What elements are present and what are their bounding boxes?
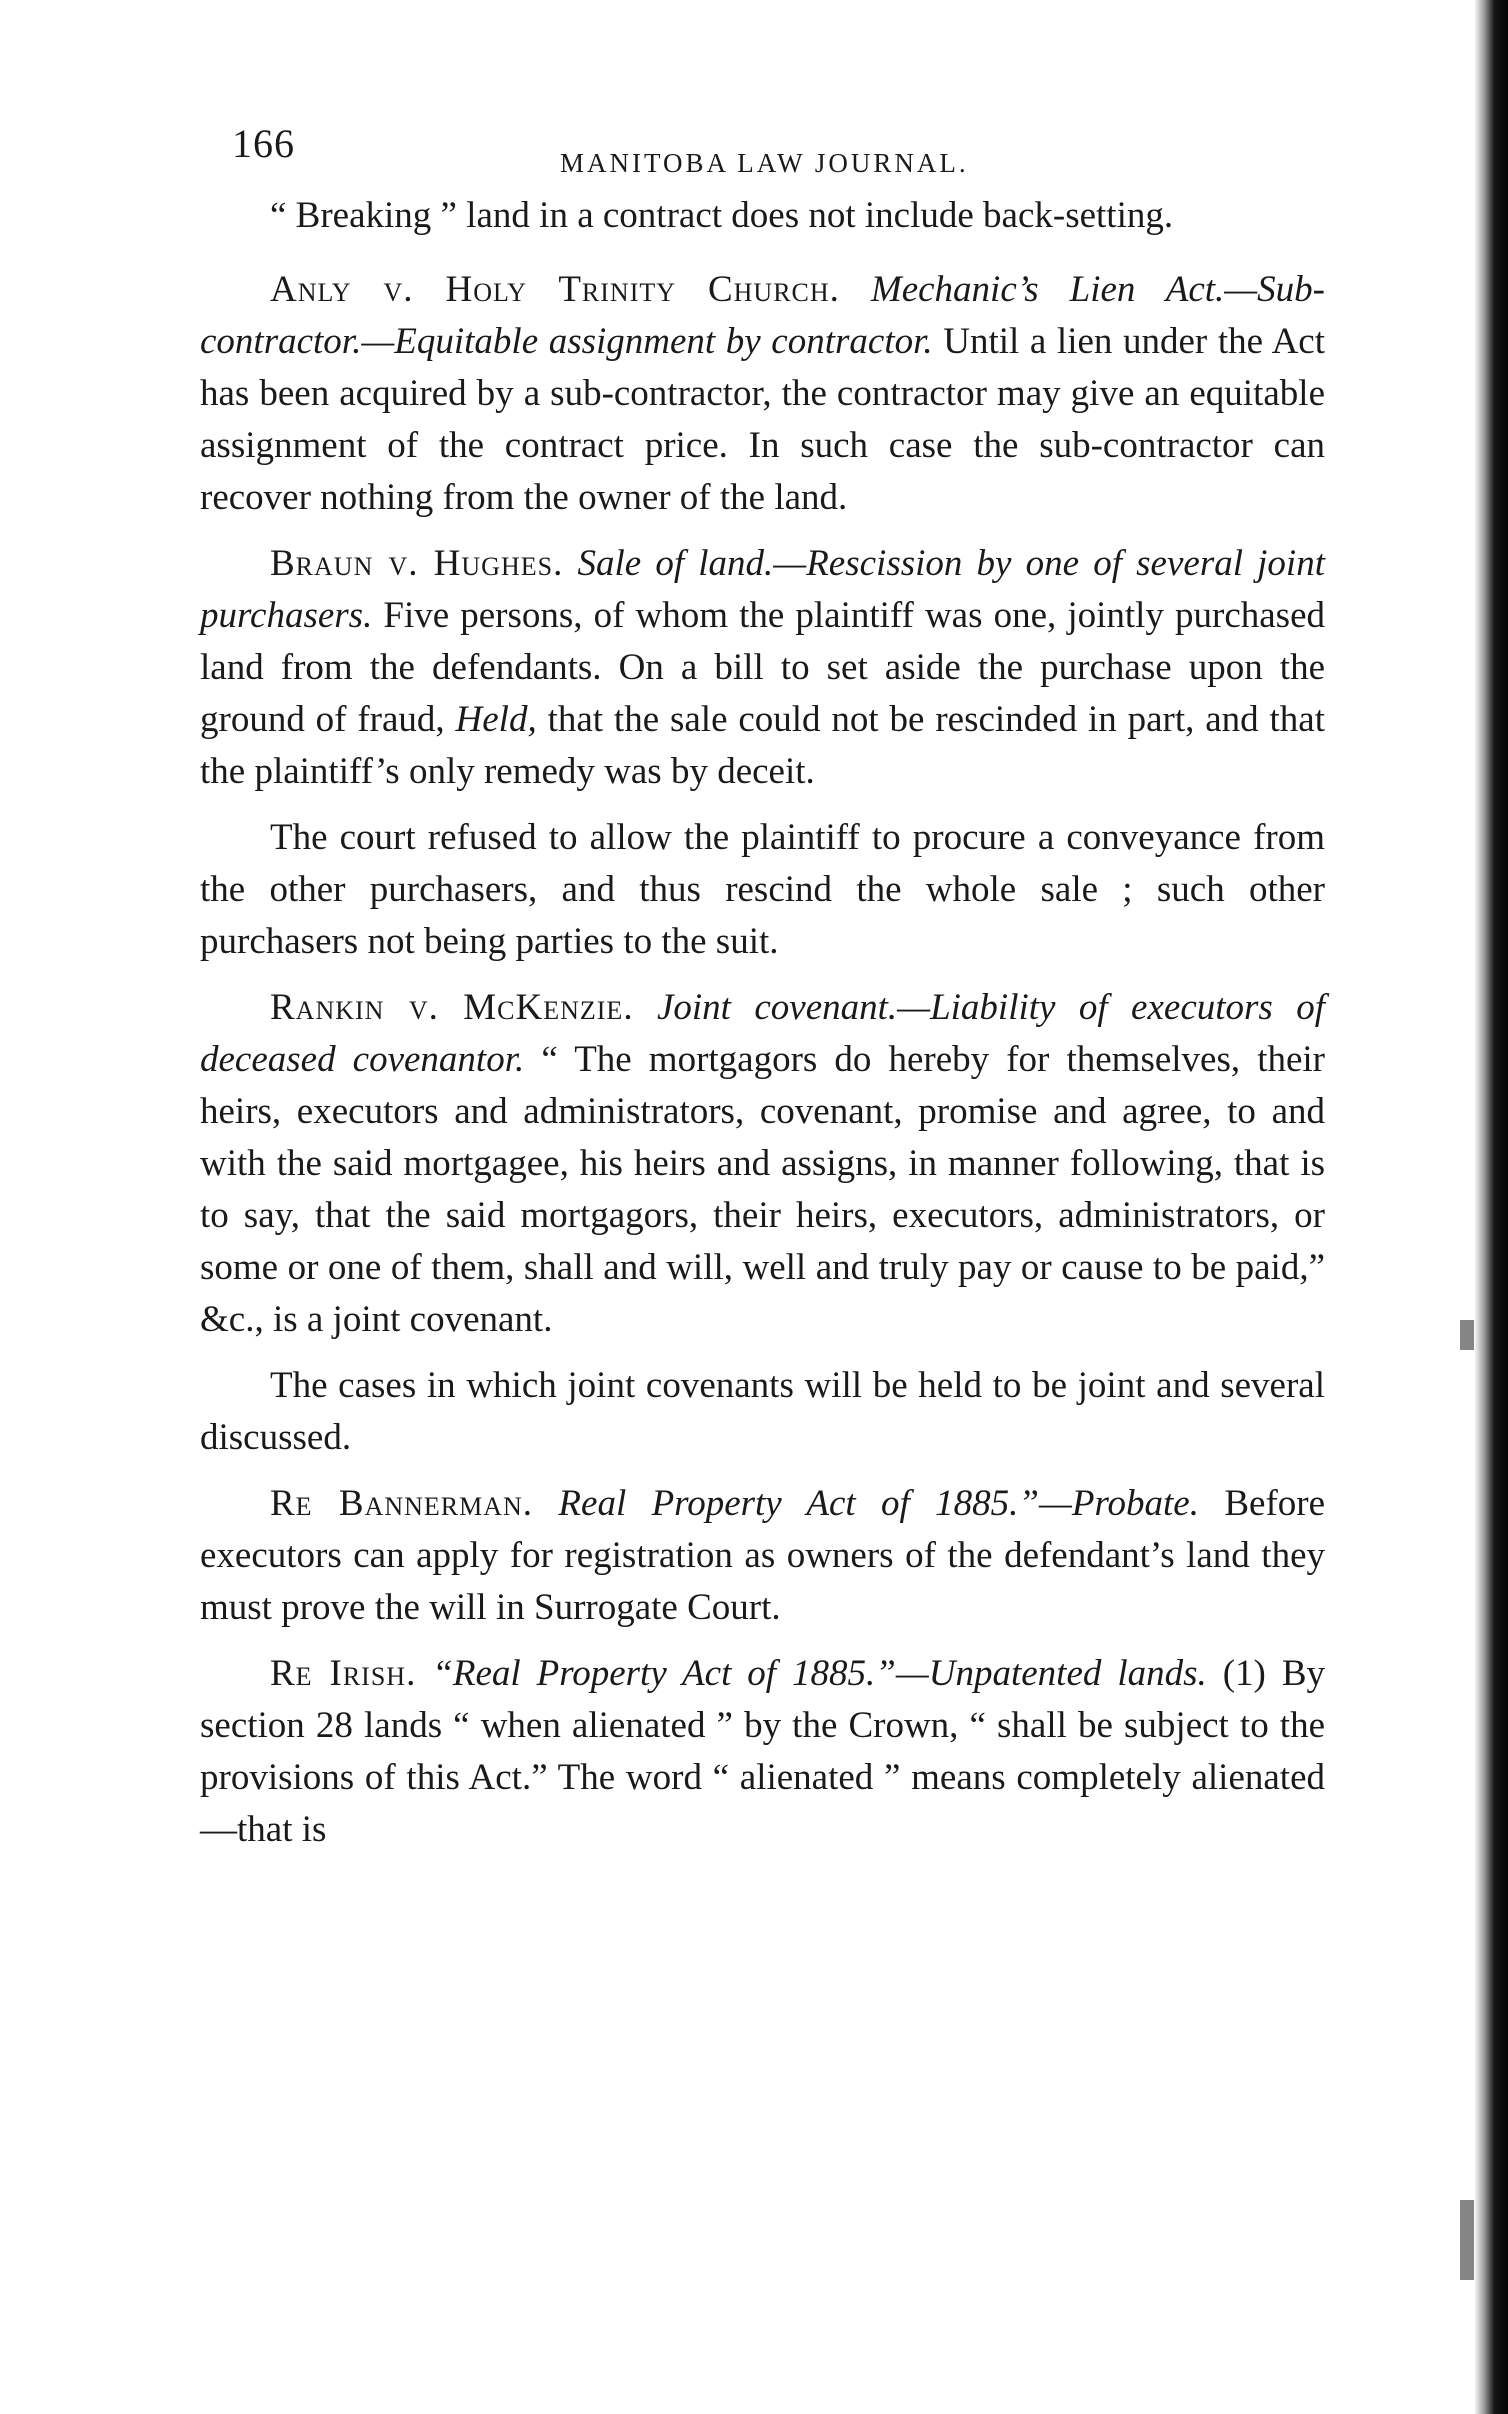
case-topic: Sale of land.—Rescission by one of several joint purchasers. [200,543,1325,636]
case-text: (1) By section 28 lands “ when alienated ” by the Crown, “ shall be subject to the provisions of this Act.” The word “ alienated ” means completely alienated—that is [200,1653,1325,1850]
case-text: Before executors can apply for registration as owners of the defendant’s land they must prove the will in Surrogate Court. [200,1483,1326,1628]
running-head [200,110,1325,190]
case-text: “ The mortgagors do hereby for themselves, their heirs, executors and administrators, covenant, promise and agree, to and with the said mortgagee, his heirs and assigns, in manner following, that is to say, that the said mortgagors, their heirs, executors, administrators, or some or one of them, shall and will, well and truly pay or cause to be paid,” &c., is a joint covenant. [200,1039,1325,1340]
paragraph-court-refused [200,812,1325,968]
paragraph-breaking [200,190,1325,242]
case-name: Braun v. Hughes. [270,543,564,584]
paragraph-text: The cases in which joint covenants will be held to be joint and several discussed. [200,1365,1325,1458]
case-entry-braun [200,538,1325,798]
page-edge-shadow [1474,0,1508,2414]
case-topic: Mechanic’s Lien Act.—Sub-contractor.—Equitable assignment by contractor. [200,269,1325,362]
paragraph-joint-covenants [200,1360,1325,1464]
case-topic: Real Property Act of 1885.”—Probate. [558,1483,1199,1524]
case-name: Re Bannerman. [270,1483,534,1524]
case-entry-bannerman [200,1478,1325,1634]
case-text: Five persons, of whom the plaintiff was one, jointly purchased land from the defendants. On a bill to set aside the purchase upon the ground of fraud, [200,595,1325,740]
case-topic: Joint covenant.—Liability of executors of deceased covenantor. [200,987,1326,1080]
page-edge-speck [1460,2200,1474,2280]
case-entry-irish [200,1648,1325,1856]
case-text: Until a lien under the Act has been acquired by a sub-contractor, the contractor may give an equitable assignment of the contract price. In such case the sub-contractor can recover nothing from the owner of the land. [200,321,1326,518]
page-number: 166 [232,121,295,166]
page-edge-speck [1460,1320,1474,1350]
case-entry-anly [200,264,1325,524]
paragraph-text: “ Breaking ” land in a contract does not include back-setting. [270,195,1174,236]
case-topic: “Real Property Act of 1885.”—Unpatented lands. [432,1653,1207,1694]
case-text-continued: that the sale could not be rescinded in part, and that the plaintiff’s only remedy was by deceit. [200,699,1325,792]
paragraph-text: The court refused to allow the plaintiff to procure a conveyance from the other purchasers, and thus rescind the whole sale ; such other purchasers not being parties to the suit. [200,817,1325,962]
held-word: Held, [455,699,537,740]
case-name: Anly v. Holy Trinity Church. [270,269,840,310]
page-content [200,110,1325,1870]
journal-title: MANITOBA LAW JOURNAL. [560,148,969,178]
case-entry-rankin [200,982,1325,1346]
case-name: Re Irish. [270,1653,417,1694]
case-name: Rankin v. McKenzie. [270,987,634,1028]
